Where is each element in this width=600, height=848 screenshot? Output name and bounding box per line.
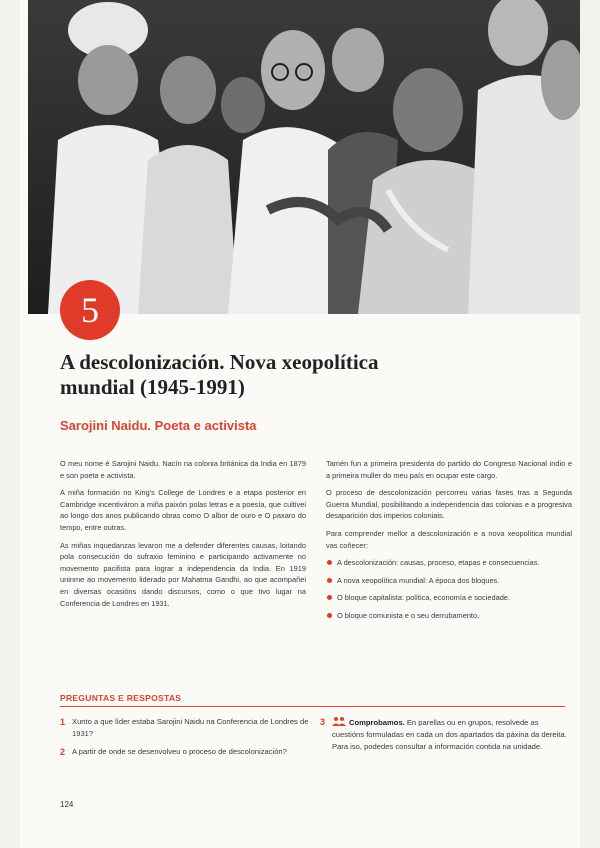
question-item: [60, 716, 310, 740]
question-number: 1: [60, 717, 66, 727]
chapter-number-badge: 5: [60, 280, 120, 340]
section-subtitle: Sarojini Naidu. Poeta e activista: [60, 418, 257, 433]
paragraph: As miñas inquedanzas levaron me a defender diferentes causas, loitando pola consecución do sufraxio feminino e participando activamente no movemento pacifista para lograr a independencia da India. En 1919 uninme ao movemento liderado por Mahatma Gandhi, ao que acompañei en diversas ocasións dando discursos, como o que tivo lugar na Conferencia de Londres en 1931.: [60, 540, 306, 608]
chapter-title: A descolonización. Nova xeopolítica mundial (1945-1991): [60, 350, 379, 399]
question-number: 3: [320, 717, 326, 727]
question-text: En parellas ou en grupos, resolvede as cuestións formuladas en cada un dos apartados da páxina da dereita. Para iso, podedes consultar a información contida na unidade.: [332, 718, 567, 751]
question-number: 2: [60, 747, 66, 757]
paragraph: Para comprender mellor a descolonización e a nova xeopolítica mundial vas coñecer:: [326, 528, 572, 550]
question-lead: Comprobamos.: [349, 718, 405, 727]
paragraph: O meu nome é Sarojini Naidu. Nacín na colonia británica da India en 1879 e son poeta e activista.: [60, 459, 306, 480]
paragraph: O proceso de descolonización percorreu varias fases tras a Segunda Guerra Mundial, posibilitando a independencia das colonias e a progresiva desaparición dos imperios coloniais.: [326, 488, 572, 521]
page-number: 124: [60, 800, 74, 809]
paragraph: A miña formación no King's College de Londres e a etapa posterior en Cambridge incentiváron a miña paixón polas letras e a poesía, que cultivei ao longo dos anos publicando obras como O albor de ouro e O paxaro do tempo, entre outras.: [60, 488, 306, 532]
qa-heading: PREGUNTAS E RESPOSTAS: [60, 693, 182, 703]
group-work-icon: [332, 716, 346, 726]
body-column-left: [60, 458, 306, 615]
list-item: A nova xeopolítica mundial: A época dos bloques.: [326, 575, 572, 587]
historical-photo: [28, 0, 580, 314]
list-item: A descolonización: causas, proceso, etapas e consecuencias.: [326, 557, 572, 569]
paragraph: Tamén fun a primeira presidenta do partido do Congreso Nacional indio e a primeira muller do meu país en ocupar este cargo.: [326, 459, 572, 480]
qa-divider: [60, 706, 565, 707]
list-item: O bloque comunista e o seu derrubamento.: [326, 610, 572, 622]
body-column-right: [326, 458, 572, 628]
photo-illustration: [28, 0, 580, 314]
topics-list: [326, 557, 572, 621]
question-text: Xunto a que líder estaba Sarojini Naidu na Conferencia de Londres de 1931?: [72, 717, 309, 738]
question-item: [320, 716, 568, 753]
question-item: [60, 746, 310, 758]
question-text: A partir de onde se desenvolveu o proceso de descolonización?: [72, 747, 287, 756]
list-item: O bloque capitalista: política, economía e sociedade.: [326, 592, 572, 604]
